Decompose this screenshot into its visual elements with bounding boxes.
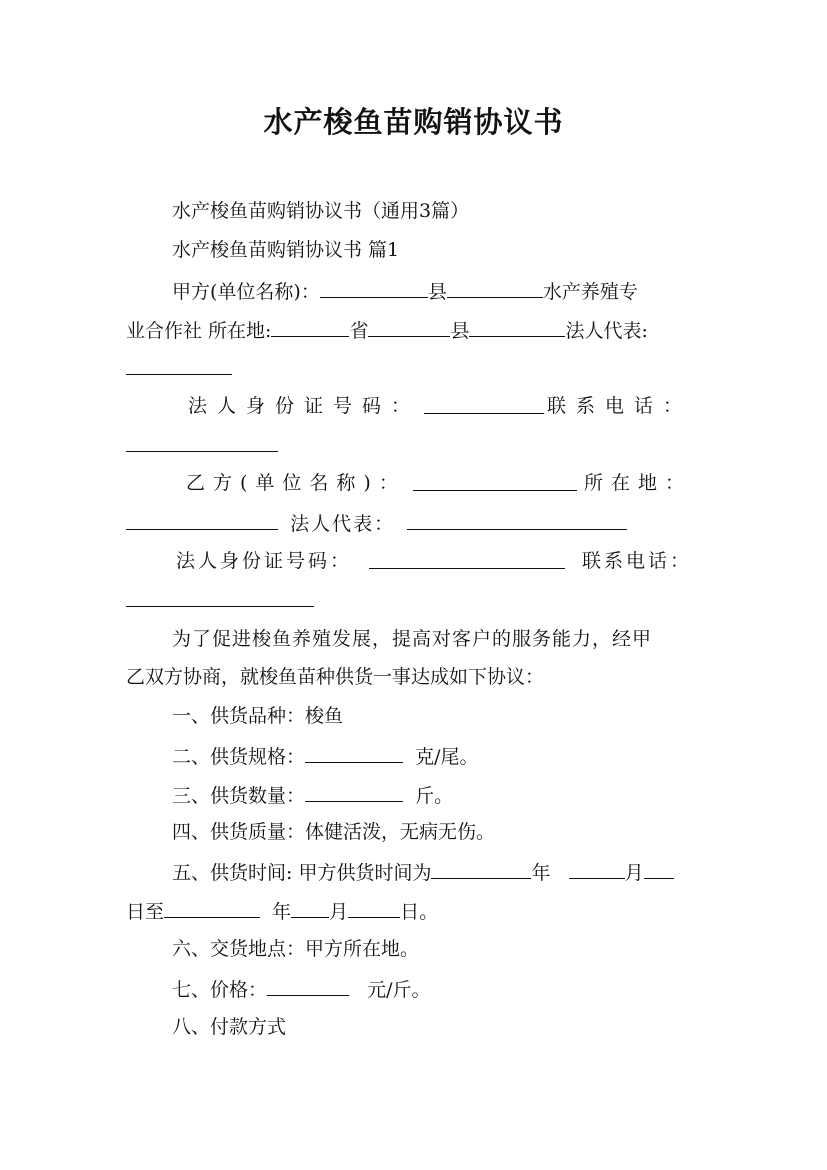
party-a-label: 甲方(单位名称)： xyxy=(172,281,320,303)
county2-label: 县 xyxy=(450,320,470,342)
month-label: 月 xyxy=(624,862,644,884)
party-a-line-2 xyxy=(126,316,704,344)
qty-blank[interactable] xyxy=(305,781,403,802)
party-b-phone-label: 联系电话： xyxy=(581,550,692,572)
party-a-line-1 xyxy=(172,277,704,305)
party-a-id-label: 法人身份证号码： xyxy=(188,395,421,417)
price-label: 七、价格： xyxy=(172,979,268,1001)
subtitle: 水产梭鱼苗购销协议书（通用3篇） xyxy=(172,200,470,222)
party-a-legal-rep-label: 法人代表: xyxy=(565,320,648,342)
county-label: 县 xyxy=(427,281,447,303)
coop-cont-label: 业合作社 所在地: xyxy=(126,320,272,342)
document-title: 水产梭鱼苗购销协议书 xyxy=(263,105,564,139)
province-blank[interactable] xyxy=(271,316,349,337)
price-unit: 元/斤。 xyxy=(367,979,431,1001)
item-spec xyxy=(172,742,704,770)
spec-label: 二、供货规格： xyxy=(172,746,306,768)
party-a-legal-rep-blank[interactable] xyxy=(126,354,232,375)
spec-unit: 克/尾。 xyxy=(415,746,479,768)
end-day-label: 日。 xyxy=(400,901,439,923)
item-payment: 八、付款方式 xyxy=(172,1016,287,1038)
party-b-id-line xyxy=(176,548,692,574)
end-month-label: 月 xyxy=(329,901,349,923)
day-blank[interactable] xyxy=(644,858,674,879)
time-label: 五、供货时间: 甲方供货时间为 xyxy=(172,862,432,884)
item-variety: 一、供货品种：梭鱼 xyxy=(172,705,344,727)
section-heading: 水产梭鱼苗购销协议书 篇1 xyxy=(172,239,400,261)
month-blank[interactable] xyxy=(569,858,625,879)
intro-line-2: 乙双方协商，就梭鱼苗种供货一事达成如下协议： xyxy=(126,666,545,688)
end-month-blank[interactable] xyxy=(291,897,329,918)
party-b-line-2 xyxy=(126,509,704,537)
party-a-id-line xyxy=(188,393,692,419)
province-label: 省 xyxy=(349,320,369,342)
item-time-line-2 xyxy=(126,897,704,925)
year-blank[interactable] xyxy=(431,858,531,879)
party-b-legal-rep-label: 法人代表： xyxy=(290,513,396,535)
county2-blank[interactable] xyxy=(368,316,450,337)
year-label: 年 xyxy=(531,862,551,884)
party-b-name-blank[interactable] xyxy=(413,470,577,491)
party-b-id-blank[interactable] xyxy=(369,548,565,569)
party-b-phone-blank[interactable] xyxy=(126,586,314,607)
party-b-label: 乙方(单位名称)： xyxy=(186,472,406,494)
village-blank[interactable] xyxy=(469,316,565,337)
price-blank[interactable] xyxy=(267,975,349,996)
spec-blank[interactable] xyxy=(305,742,403,763)
party-a-phone-blank[interactable] xyxy=(126,431,278,452)
item-time-line-1 xyxy=(172,858,704,886)
coop-label: 水产养殖专 xyxy=(542,281,638,303)
county-blank[interactable] xyxy=(447,277,543,298)
end-year-label: 年 xyxy=(272,901,292,923)
party-a-name-blank[interactable] xyxy=(320,277,428,298)
intro-line-1: 为了促进梭鱼养殖发展，提高对客户的服务能力，经甲 xyxy=(172,628,653,650)
qty-unit: 斤。 xyxy=(415,785,454,807)
party-a-id-blank[interactable] xyxy=(424,393,544,414)
party-b-id-label: 法人身份证号码： xyxy=(176,550,353,572)
party-b-line-1 xyxy=(186,470,692,496)
end-day-blank[interactable] xyxy=(348,897,400,918)
party-b-location-label: 所在地： xyxy=(583,472,692,494)
item-quality: 四、供货质量：体健活泼，无病无伤。 xyxy=(172,821,496,843)
party-a-line-3 xyxy=(126,354,704,382)
qty-label: 三、供货数量： xyxy=(172,785,306,807)
day-to-label: 日至 xyxy=(126,901,165,923)
item-price xyxy=(172,975,704,1003)
end-year-blank[interactable] xyxy=(164,897,260,918)
item-quantity xyxy=(172,781,704,809)
item-place: 六、交货地点：甲方所在地。 xyxy=(172,938,420,960)
party-b-legal-rep-blank[interactable] xyxy=(407,509,627,530)
party-a-phone-line xyxy=(126,431,704,459)
party-b-location-blank[interactable] xyxy=(126,509,278,530)
party-a-phone-label: 联系电话： xyxy=(546,395,692,417)
party-b-phone-line xyxy=(126,586,704,614)
